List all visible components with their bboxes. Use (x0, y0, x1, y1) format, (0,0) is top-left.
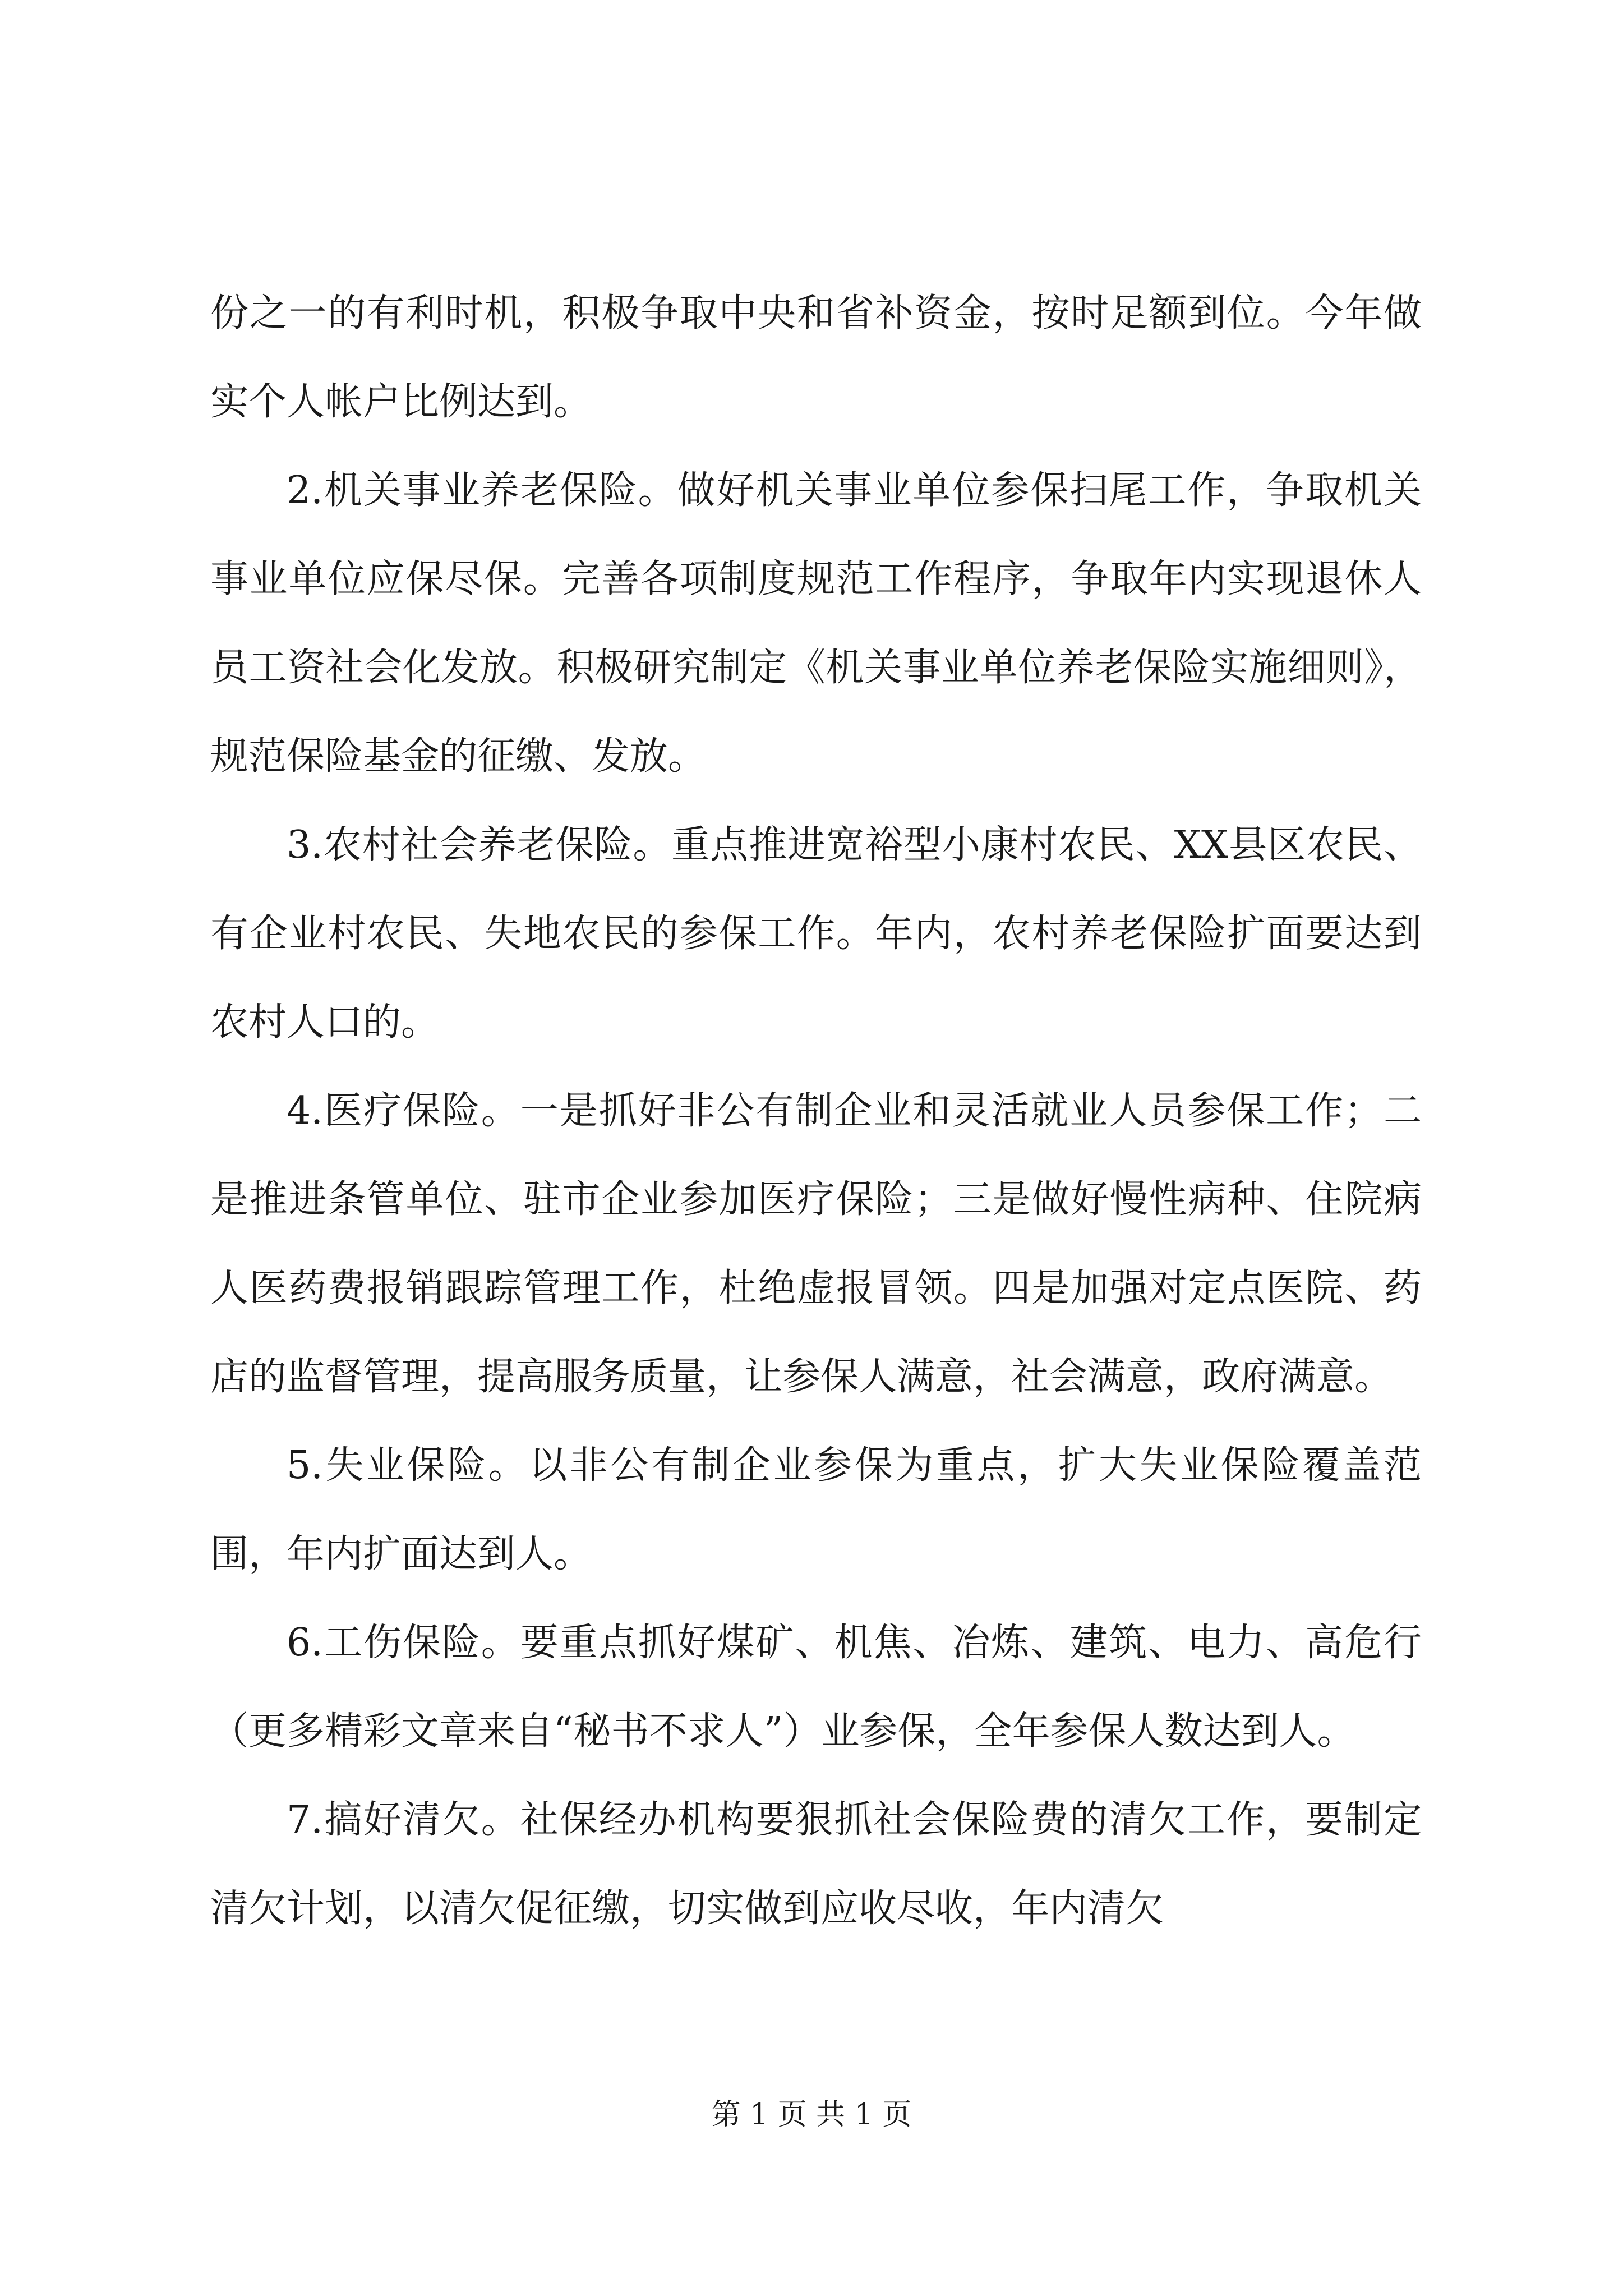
document-body (210, 269, 1422, 1953)
paragraph-continuation: 份之一的有利时机，积极争取中央和省补资金，按时足额到位。今年做实个人帐户比例达到。 (210, 291, 1422, 424)
paragraph-work-injury-insurance: 6.工伤保险。要重点抓好煤矿、机焦、冶炼、建筑、电力、高危行（更多精彩文章来自“秘书不求人”）业参保，全年参保人数达到人。 (210, 1621, 1422, 1754)
paragraph-institution-pension: 2.机关事业养老保险。做好机关事业单位参保扫尾工作，争取机关事业单位应保尽保。完善各项制度规范工作程序，争取年内实现退休人员工资社会化发放。积极研究制定《机关事业单位养老保险实施细则》，规范保险基金的征缴、发放。 (210, 468, 1422, 779)
paragraph-arrears-collection: 7.搞好清欠。社保经办机构要狠抓社会保险费的清欠工作，要制定清欠计划，以清欠促征缴，切实做到应收尽收，年内清欠 (210, 1798, 1422, 1931)
paragraph-unemployment-insurance: 5.失业保险。以非公有制企业参保为重点，扩大失业保险覆盖范围，年内扩面达到人。 (210, 1443, 1422, 1576)
paragraph-rural-pension: 3.农村社会养老保险。重点推进宽裕型小康村农民、XX县区农民、有企业村农民、失地农民的参保工作。年内，农村养老保险扩面要达到农村人口的。 (210, 823, 1422, 1045)
paragraph-medical-insurance: 4.医疗保险。一是抓好非公有制企业和灵活就业人员参保工作；二是推进条管单位、驻市企业参加医疗保险；三是做好慢性病种、住院病人医药费报销跟踪管理工作，杜绝虚报冒领。四是加强对定点医院、药店的监督管理，提高服务质量，让参保人满意，社会满意，政府满意。 (210, 1089, 1422, 1399)
page-number-footer: 第 1 页 共 1 页 (711, 2098, 912, 2132)
